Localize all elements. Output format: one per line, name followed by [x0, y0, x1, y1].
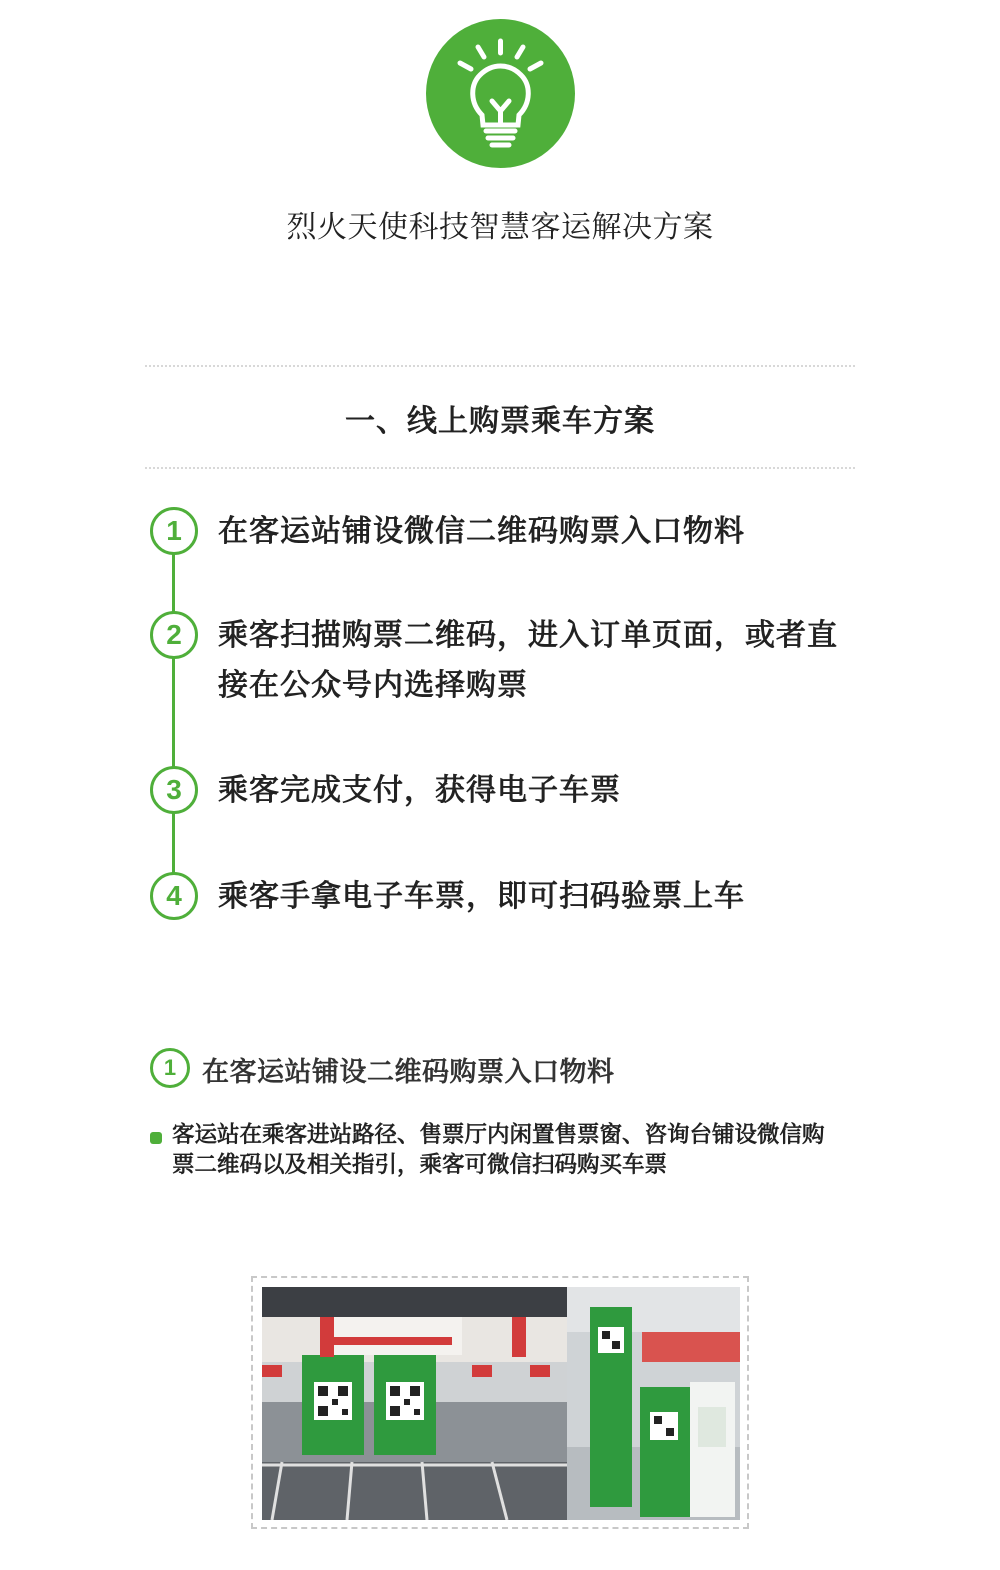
brand-title: 烈火天使科技智慧客运解决方案 [286, 210, 714, 245]
timeline-line [172, 530, 175, 900]
step-number-badge: 3 [150, 766, 198, 814]
step-number-badge: 4 [150, 872, 198, 920]
station-photo [262, 1287, 740, 1520]
divider-top [145, 365, 855, 367]
detail-heading [150, 1048, 870, 1088]
divider-bottom [145, 467, 855, 469]
bullet-text: 客运站在乘客进站路径、售票厅内闲置售票窗、咨询台铺设微信购票二维码以及相关指引，乘客可微信扫码购买车票 [172, 1122, 825, 1178]
photo-frame [251, 1276, 749, 1529]
detail-heading-text: 在客运站铺设二维码购票入口物料 [202, 1057, 615, 1088]
section-title: 一、线上购票乘车方案 [345, 404, 655, 439]
step-text: 乘客扫描购票二维码，进入订单页面，或者直接在公众号内选择购票 [218, 618, 838, 703]
lightbulb-icon [426, 19, 575, 168]
station-photo-icon [262, 1287, 740, 1520]
step-text: 在客运站铺设微信二维码购票入口物料 [218, 514, 745, 549]
step-text: 乘客完成支付，获得电子车票 [218, 773, 621, 808]
logo [426, 19, 575, 168]
bullet-icon [150, 1132, 162, 1144]
detail-number-badge: 1 [150, 1048, 190, 1088]
step-number-badge: 2 [150, 611, 198, 659]
step-number-badge: 1 [150, 507, 198, 555]
step-text: 乘客手拿电子车票，即可扫码验票上车 [218, 879, 745, 914]
